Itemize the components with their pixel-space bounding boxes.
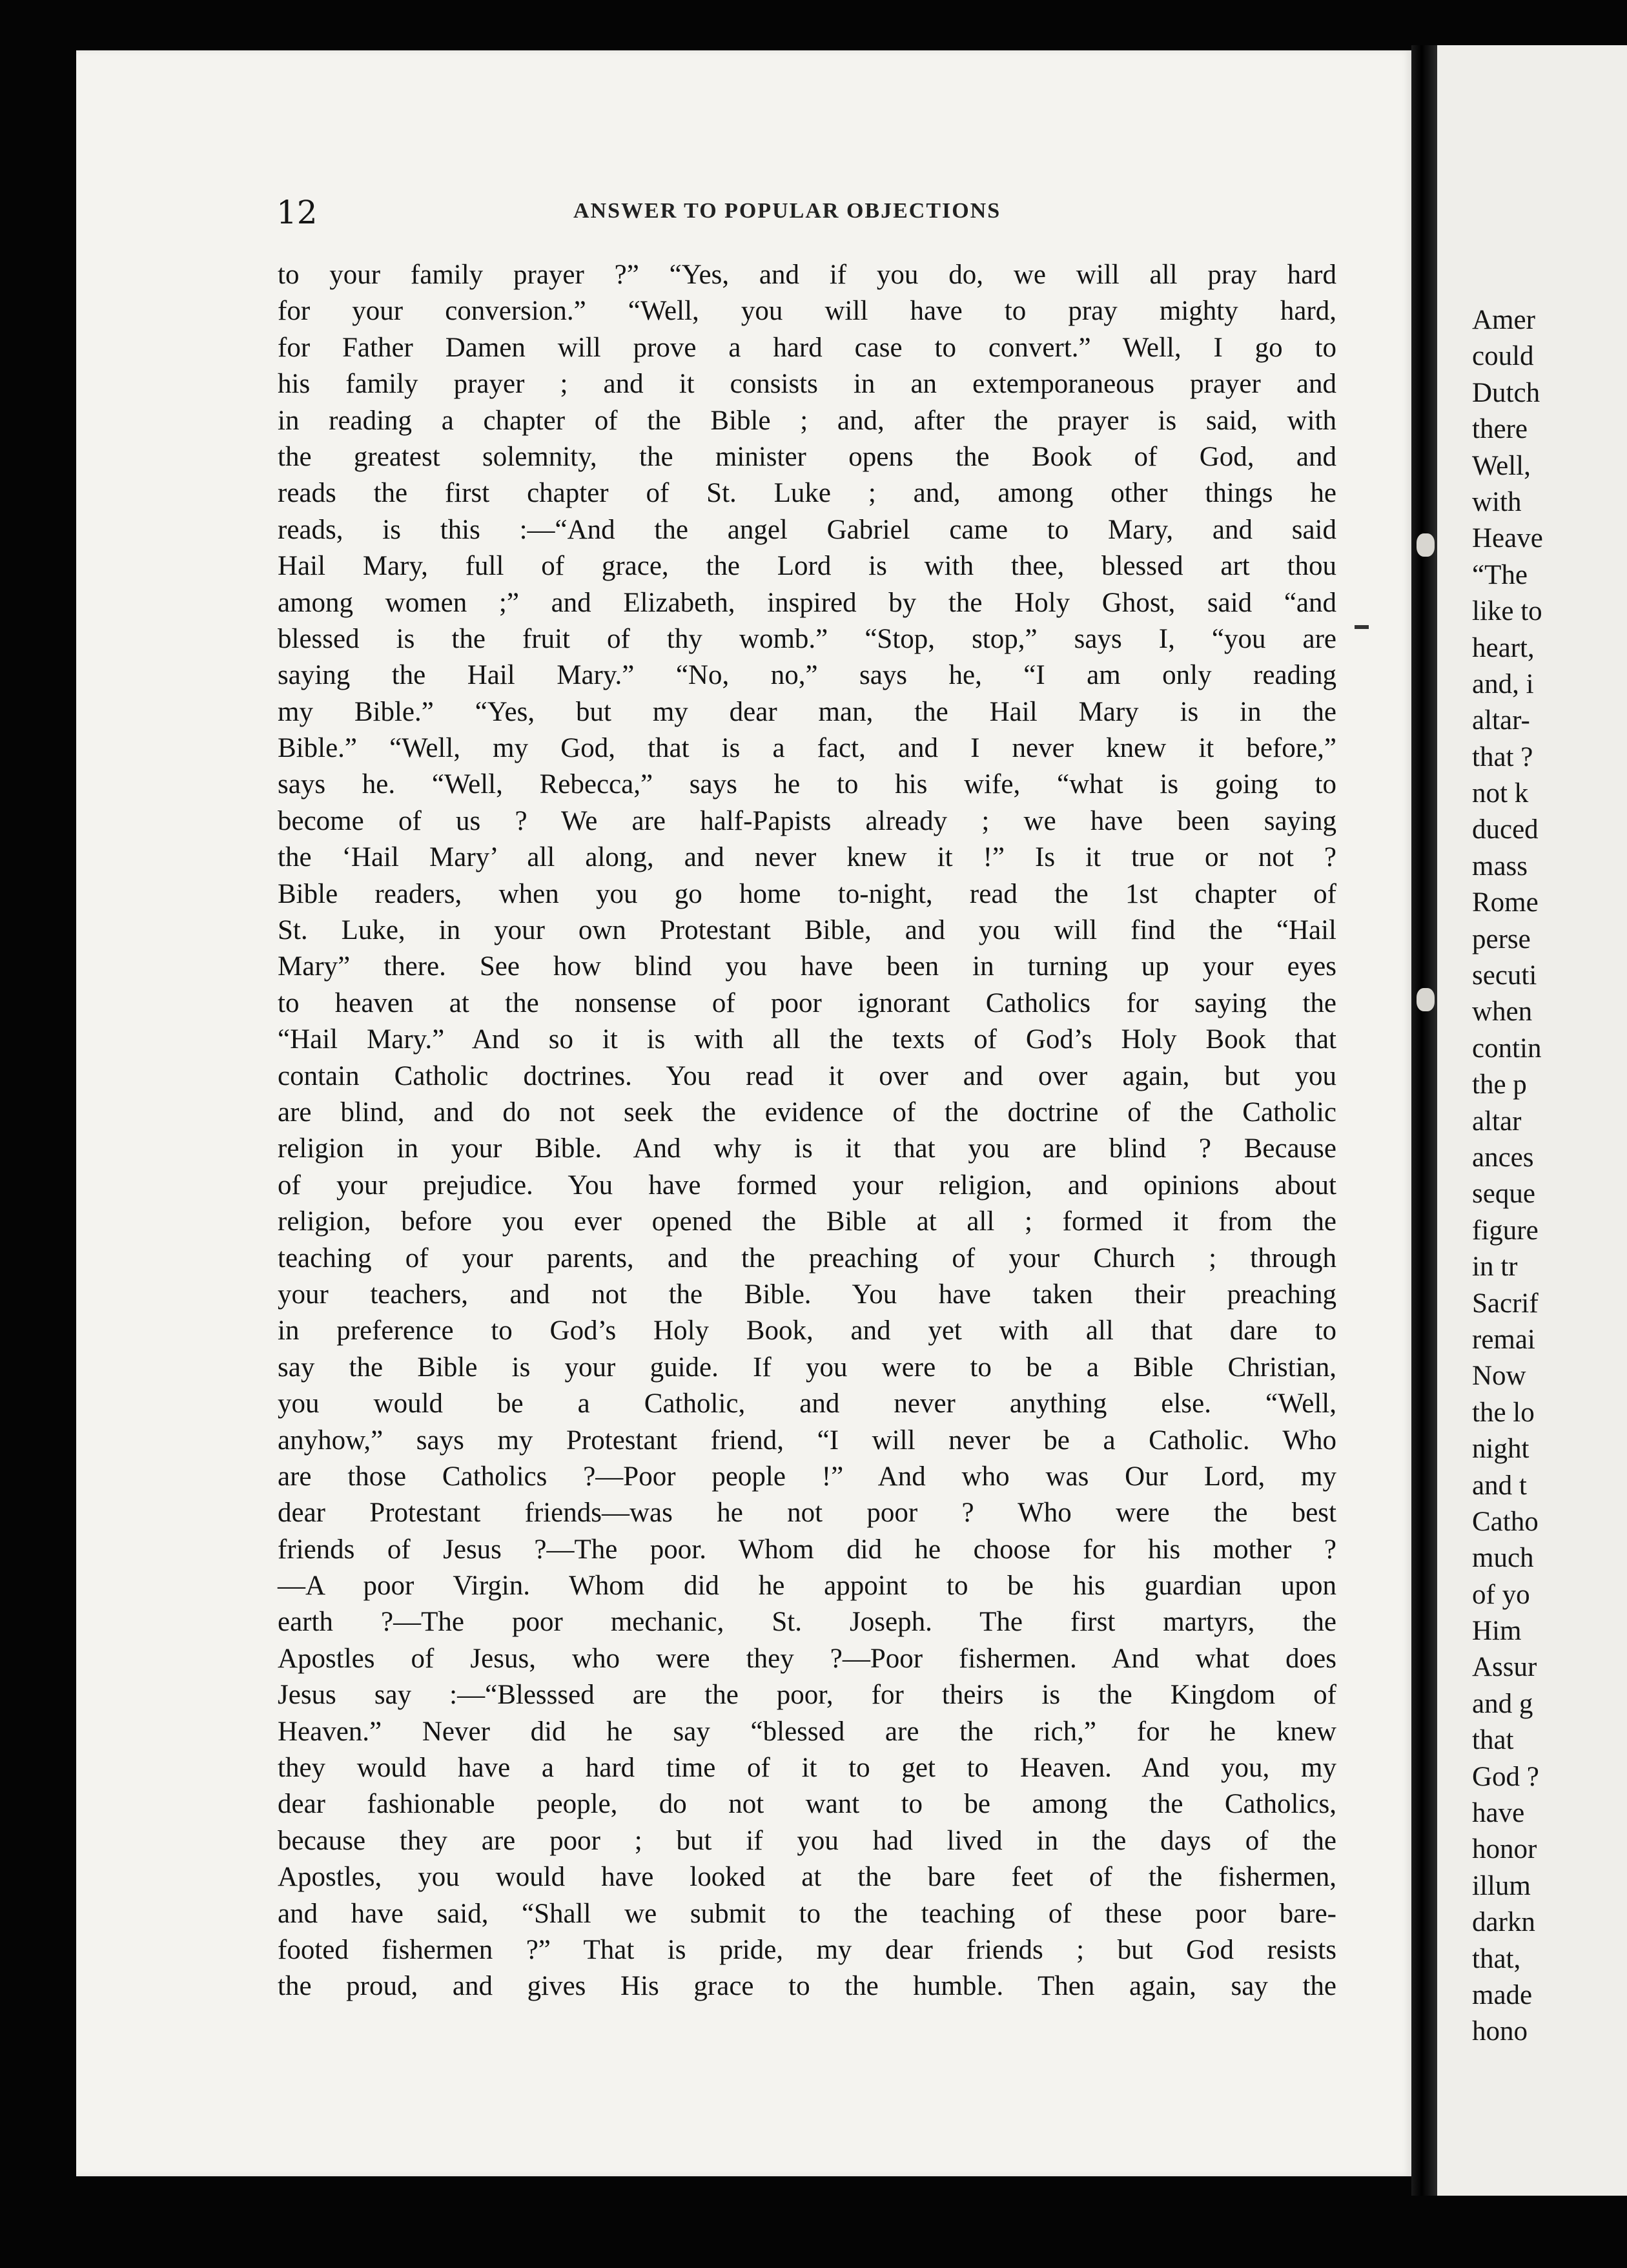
text-line: the ‘Hail Mary’ all along, and never knew it !” Is it true or not ? bbox=[278, 842, 1336, 873]
facing-page-line: that bbox=[1472, 1725, 1514, 1756]
text-line: Bible readers, when you go home to-night, read the 1st chapter of bbox=[278, 878, 1336, 909]
text-line: the proud, and gives His grace to the humble. Then again, say the bbox=[278, 1971, 1336, 2002]
facing-page-line: secuti bbox=[1472, 960, 1537, 991]
facing-page-line: Assur bbox=[1472, 1652, 1537, 1683]
facing-page-line: and g bbox=[1472, 1688, 1533, 1719]
text-line: footed fishermen ?” That is pride, my dear friends ; but God resists bbox=[278, 1934, 1336, 1965]
text-line: in preference to God’s Holy Book, and yet with all that dare to bbox=[278, 1315, 1336, 1346]
text-line: religion, before you ever opened the Bible at all ; formed it from the bbox=[278, 1206, 1336, 1237]
facing-page-line: Now bbox=[1472, 1361, 1526, 1392]
facing-page-line: Sacrif bbox=[1472, 1288, 1539, 1319]
facing-page-line: Dutch bbox=[1472, 377, 1540, 408]
text-line: to heaven at the nonsense of poor ignorant Catholics for saying the bbox=[278, 987, 1336, 1018]
text-line: among women ;” and Elizabeth, inspired by the Holy Ghost, said “and bbox=[278, 587, 1336, 618]
facing-page-text bbox=[1472, 302, 1543, 2050]
facing-page-line: Rome bbox=[1472, 887, 1539, 918]
text-line: because they are poor ; but if you had lived in the days of the bbox=[278, 1825, 1336, 1856]
text-line: Heaven.” Never did he say “blessed are the rich,” for he knew bbox=[278, 1716, 1336, 1747]
text-line: in reading a chapter of the Bible ; and, after the prayer is said, with bbox=[278, 405, 1336, 436]
text-line: say the Bible is your guide. If you were to be a Bible Christian, bbox=[278, 1352, 1336, 1383]
facing-page-line: hono bbox=[1472, 2016, 1528, 2047]
facing-page-line: perse bbox=[1472, 923, 1531, 954]
facing-page-line: Amer bbox=[1472, 305, 1535, 335]
text-line: of your prejudice. You have formed your religion, and opinions about bbox=[278, 1170, 1336, 1201]
facing-page-line: made bbox=[1472, 1979, 1533, 2010]
facing-page-line: could bbox=[1472, 341, 1534, 372]
text-line: reads the first chapter of St. Luke ; and, among other things he bbox=[278, 478, 1336, 509]
facing-page-line: in tr bbox=[1472, 1252, 1518, 1283]
facing-page-line: with bbox=[1472, 486, 1522, 517]
facing-page-line: ances bbox=[1472, 1142, 1534, 1173]
text-line: the greatest solemnity, the minister opens the Book of God, and bbox=[278, 441, 1336, 472]
text-line: —A poor Virgin. Whom did he appoint to be his guardian upon bbox=[278, 1571, 1336, 1602]
facing-page-line: Heave bbox=[1472, 523, 1543, 554]
text-line: for Father Damen will prove a hard case to convert.” Well, I go to bbox=[278, 332, 1336, 363]
facing-page-line: duced bbox=[1472, 814, 1539, 845]
facing-page-line: of yo bbox=[1472, 1579, 1530, 1610]
text-line: religion in your Bible. And why is it that you are blind ? Because bbox=[278, 1133, 1336, 1164]
text-line: you would be a Catholic, and never anything else. “Well, bbox=[278, 1388, 1336, 1419]
facing-page-line: heart, bbox=[1472, 632, 1535, 663]
text-line: to your family prayer ?” “Yes, and if you do, we will all pray hard bbox=[278, 260, 1336, 290]
facing-page-line: darkn bbox=[1472, 1907, 1535, 1938]
facing-page-line: and, i bbox=[1472, 668, 1534, 699]
binding-thread bbox=[1417, 988, 1435, 1011]
facing-page-line: altar- bbox=[1472, 705, 1530, 736]
text-line: Bible.” “Well, my God, that is a fact, and I never knew it before,” bbox=[278, 733, 1336, 764]
text-line: become of us ? We are half-Papists already ; we have been saying bbox=[278, 805, 1336, 836]
facing-page-line: Well, bbox=[1472, 450, 1531, 481]
body-text bbox=[278, 257, 1336, 2005]
facing-page-line: mass bbox=[1472, 850, 1528, 881]
facing-page-line: honor bbox=[1472, 1834, 1537, 1865]
facing-page-line: remai bbox=[1472, 1324, 1535, 1355]
facing-page-line: not k bbox=[1472, 778, 1529, 809]
text-line: St. Luke, in your own Protestant Bible, and you will find the “Hail bbox=[278, 915, 1336, 946]
text-line: says he. “Well, Rebecca,” says he to his wife, “what is going to bbox=[278, 769, 1336, 800]
text-line: for your conversion.” “Well, you will have to pray mighty hard, bbox=[278, 296, 1336, 327]
text-line: contain Catholic doctrines. You read it over and over again, but you bbox=[278, 1060, 1336, 1091]
text-line: Apostles of Jesus, who were they ?—Poor fishermen. And what does bbox=[278, 1643, 1336, 1674]
text-line: are those Catholics ?—Poor people !” And who was Our Lord, my bbox=[278, 1461, 1336, 1492]
facing-page-line: the p bbox=[1472, 1069, 1527, 1100]
text-line: your teachers, and not the Bible. You have taken their preaching bbox=[278, 1279, 1336, 1310]
text-line: are blind, and do not seek the evidence of the doctrine of the Catholic bbox=[278, 1097, 1336, 1128]
facing-page-line: “The bbox=[1472, 559, 1528, 590]
facing-page-line: altar bbox=[1472, 1106, 1522, 1137]
facing-page-line: that ? bbox=[1472, 741, 1533, 772]
running-head bbox=[276, 194, 1387, 232]
text-line: my Bible.” “Yes, but my dear man, the Hail Mary is in the bbox=[278, 696, 1336, 727]
facing-page-line: and t bbox=[1472, 1470, 1527, 1501]
facing-page-line: night bbox=[1472, 1434, 1530, 1465]
binding-thread bbox=[1417, 533, 1435, 557]
text-line: blessed is the fruit of thy womb.” “Stop, stop,” says I, “you are bbox=[278, 623, 1336, 654]
text-line: anyhow,” says my Protestant friend, “I will never be a Catholic. Who bbox=[278, 1425, 1336, 1456]
facing-page-line: that, bbox=[1472, 1943, 1521, 1974]
text-line: his family prayer ; and it consists in an extemporaneous prayer and bbox=[278, 369, 1336, 400]
facing-page-line: have bbox=[1472, 1798, 1525, 1829]
facing-page-line: the lo bbox=[1472, 1397, 1535, 1428]
text-line: Hail Mary, full of grace, the Lord is with thee, blessed art thou bbox=[278, 551, 1336, 582]
facing-page-line: God ? bbox=[1472, 1761, 1539, 1792]
text-line: and have said, “Shall we submit to the teaching of these poor bare- bbox=[278, 1898, 1336, 1929]
running-title: ANSWER TO POPULAR OBJECTIONS bbox=[573, 199, 1001, 223]
text-line: Apostles, you would have looked at the bare feet of the fishermen, bbox=[278, 1862, 1336, 1893]
facing-page-line: there bbox=[1472, 414, 1528, 445]
facing-page-line: much bbox=[1472, 1543, 1534, 1574]
margin-mark bbox=[1355, 625, 1369, 629]
facing-page-line: illum bbox=[1472, 1870, 1531, 1901]
facing-page-line: Him bbox=[1472, 1616, 1522, 1647]
text-line: they would have a hard time of it to get to Heaven. And you, my bbox=[278, 1753, 1336, 1784]
text-line: friends of Jesus ?—The poor. Whom did he choose for his mother ? bbox=[278, 1534, 1336, 1565]
text-line: reads, is this :—“And the angel Gabriel came to Mary, and said bbox=[278, 514, 1336, 545]
facing-page-line: contin bbox=[1472, 1033, 1542, 1064]
text-line: Mary” there. See how blind you have been in turning up your eyes bbox=[278, 951, 1336, 982]
text-line: Jesus say :—“Blesssed are the poor, for theirs is the Kingdom of bbox=[278, 1680, 1336, 1711]
book-binding bbox=[1411, 45, 1437, 2196]
text-line: “Hail Mary.” And so it is with all the texts of God’s Holy Book that bbox=[278, 1024, 1336, 1055]
text-line: earth ?—The poor mechanic, St. Joseph. The first martyrs, the bbox=[278, 1607, 1336, 1638]
facing-page-line: seque bbox=[1472, 1179, 1535, 1210]
facing-page-line: Catho bbox=[1472, 1506, 1539, 1537]
facing-page-line: when bbox=[1472, 996, 1533, 1027]
page-number: 12 bbox=[276, 194, 318, 231]
text-line: dear fashionable people, do not want to be among the Catholics, bbox=[278, 1789, 1336, 1820]
text-line: teaching of your parents, and the preaching of your Church ; through bbox=[278, 1242, 1336, 1273]
facing-page bbox=[1437, 45, 1627, 2196]
facing-page-line: figure bbox=[1472, 1215, 1539, 1246]
text-line: dear Protestant friends—was he not poor ? Who were the best bbox=[278, 1498, 1336, 1529]
text-line: saying the Hail Mary.” “No, no,” says he, “I am only reading bbox=[278, 660, 1336, 691]
facing-page-line: like to bbox=[1472, 596, 1542, 627]
